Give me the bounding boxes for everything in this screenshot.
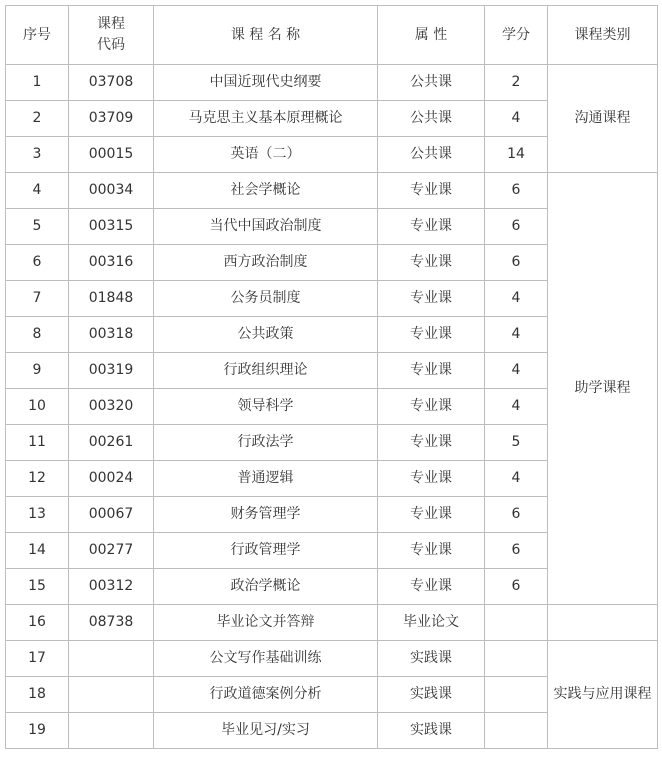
- cell-credit: 4: [485, 353, 548, 389]
- cell-category-empty: [548, 605, 658, 641]
- cell-credit: [485, 713, 548, 749]
- cell-name: 普通逻辑: [154, 461, 378, 497]
- cell-seq: 4: [6, 173, 69, 209]
- cell-seq: 6: [6, 245, 69, 281]
- cell-code: 01848: [69, 281, 154, 317]
- cell-seq: 5: [6, 209, 69, 245]
- cell-attribute: 专业课: [378, 353, 485, 389]
- cell-code: 00034: [69, 173, 154, 209]
- cell-credit: 6: [485, 497, 548, 533]
- cell-credit: 2: [485, 65, 548, 101]
- cell-code: 00318: [69, 317, 154, 353]
- cell-seq: 14: [6, 533, 69, 569]
- cell-code: 00320: [69, 389, 154, 425]
- cell-seq: 9: [6, 353, 69, 389]
- table-body: [6, 65, 658, 749]
- cell-credit: 4: [485, 389, 548, 425]
- cell-credit: 4: [485, 101, 548, 137]
- cell-code: 03708: [69, 65, 154, 101]
- cell-credit: 6: [485, 569, 548, 605]
- cell-name: 财务管理学: [154, 497, 378, 533]
- cell-category: 助学课程: [548, 173, 658, 605]
- header-code-line2: 代码: [97, 37, 125, 53]
- cell-attribute: 专业课: [378, 317, 485, 353]
- cell-category: 实践与应用课程: [548, 641, 658, 749]
- cell-seq: 17: [6, 641, 69, 677]
- cell-credit: [485, 641, 548, 677]
- cell-seq: 2: [6, 101, 69, 137]
- header-category: 课程类别: [548, 6, 658, 65]
- cell-name: 马克思主义基本原理概论: [154, 101, 378, 137]
- cell-credit: 6: [485, 245, 548, 281]
- cell-credit: 4: [485, 317, 548, 353]
- course-table: [5, 5, 658, 749]
- cell-name: 公文写作基础训练: [154, 641, 378, 677]
- cell-code: 00277: [69, 533, 154, 569]
- cell-seq: 8: [6, 317, 69, 353]
- cell-credit: 6: [485, 209, 548, 245]
- cell-seq: 1: [6, 65, 69, 101]
- cell-credit: 6: [485, 533, 548, 569]
- cell-attribute: 专业课: [378, 461, 485, 497]
- table-row: [6, 605, 658, 641]
- cell-name: 毕业见习/实习: [154, 713, 378, 749]
- cell-credit: 4: [485, 461, 548, 497]
- cell-attribute: 公共课: [378, 65, 485, 101]
- cell-code: [69, 641, 154, 677]
- cell-code: 00024: [69, 461, 154, 497]
- cell-seq: 19: [6, 713, 69, 749]
- cell-code: 00312: [69, 569, 154, 605]
- cell-attribute: 公共课: [378, 101, 485, 137]
- cell-attribute: 实践课: [378, 641, 485, 677]
- cell-attribute: 专业课: [378, 173, 485, 209]
- cell-attribute: 专业课: [378, 209, 485, 245]
- cell-attribute: 实践课: [378, 713, 485, 749]
- cell-code: 00261: [69, 425, 154, 461]
- cell-name: 当代中国政治制度: [154, 209, 378, 245]
- cell-name: 行政道德案例分析: [154, 677, 378, 713]
- cell-seq: 18: [6, 677, 69, 713]
- header-name: 课 程 名 称: [154, 6, 378, 65]
- cell-credit: 6: [485, 173, 548, 209]
- cell-code: [69, 677, 154, 713]
- cell-seq: 11: [6, 425, 69, 461]
- table-row: [6, 173, 658, 209]
- cell-seq: 13: [6, 497, 69, 533]
- cell-name: 毕业论文并答辩: [154, 605, 378, 641]
- cell-seq: 10: [6, 389, 69, 425]
- cell-attribute: 专业课: [378, 245, 485, 281]
- cell-credit: 14: [485, 137, 548, 173]
- cell-attribute: 毕业论文: [378, 605, 485, 641]
- cell-attribute: 专业课: [378, 497, 485, 533]
- cell-credit: 5: [485, 425, 548, 461]
- cell-seq: 15: [6, 569, 69, 605]
- cell-name: 政治学概论: [154, 569, 378, 605]
- cell-code: 03709: [69, 101, 154, 137]
- table-header-row: [6, 6, 658, 65]
- cell-name: 中国近现代史纲要: [154, 65, 378, 101]
- cell-code: 08738: [69, 605, 154, 641]
- cell-attribute: 公共课: [378, 137, 485, 173]
- table-row: [6, 641, 658, 677]
- cell-name: 公共政策: [154, 317, 378, 353]
- cell-seq: 3: [6, 137, 69, 173]
- cell-attribute: 专业课: [378, 425, 485, 461]
- cell-code: 00015: [69, 137, 154, 173]
- cell-credit: 4: [485, 281, 548, 317]
- cell-name: 社会学概论: [154, 173, 378, 209]
- cell-name: 公务员制度: [154, 281, 378, 317]
- cell-name: 行政组织理论: [154, 353, 378, 389]
- header-attribute: 属 性: [378, 6, 485, 65]
- cell-name: 行政管理学: [154, 533, 378, 569]
- cell-seq: 16: [6, 605, 69, 641]
- cell-seq: 7: [6, 281, 69, 317]
- cell-name: 领导科学: [154, 389, 378, 425]
- cell-name: 行政法学: [154, 425, 378, 461]
- cell-credit: [485, 605, 548, 641]
- cell-attribute: 实践课: [378, 677, 485, 713]
- cell-attribute: 专业课: [378, 533, 485, 569]
- cell-name: 英语（二）: [154, 137, 378, 173]
- cell-code: 00315: [69, 209, 154, 245]
- cell-attribute: 专业课: [378, 569, 485, 605]
- header-credit: 学分: [485, 6, 548, 65]
- header-code-line1: 课程: [97, 16, 125, 32]
- cell-attribute: 专业课: [378, 389, 485, 425]
- cell-name: 西方政治制度: [154, 245, 378, 281]
- table-row: [6, 65, 658, 101]
- cell-attribute: 专业课: [378, 281, 485, 317]
- cell-code: 00319: [69, 353, 154, 389]
- cell-category: 沟通课程: [548, 65, 658, 173]
- header-seq: 序号: [6, 6, 69, 65]
- cell-seq: 12: [6, 461, 69, 497]
- header-code: [69, 6, 154, 65]
- cell-code: 00316: [69, 245, 154, 281]
- cell-code: 00067: [69, 497, 154, 533]
- cell-credit: [485, 677, 548, 713]
- cell-code: [69, 713, 154, 749]
